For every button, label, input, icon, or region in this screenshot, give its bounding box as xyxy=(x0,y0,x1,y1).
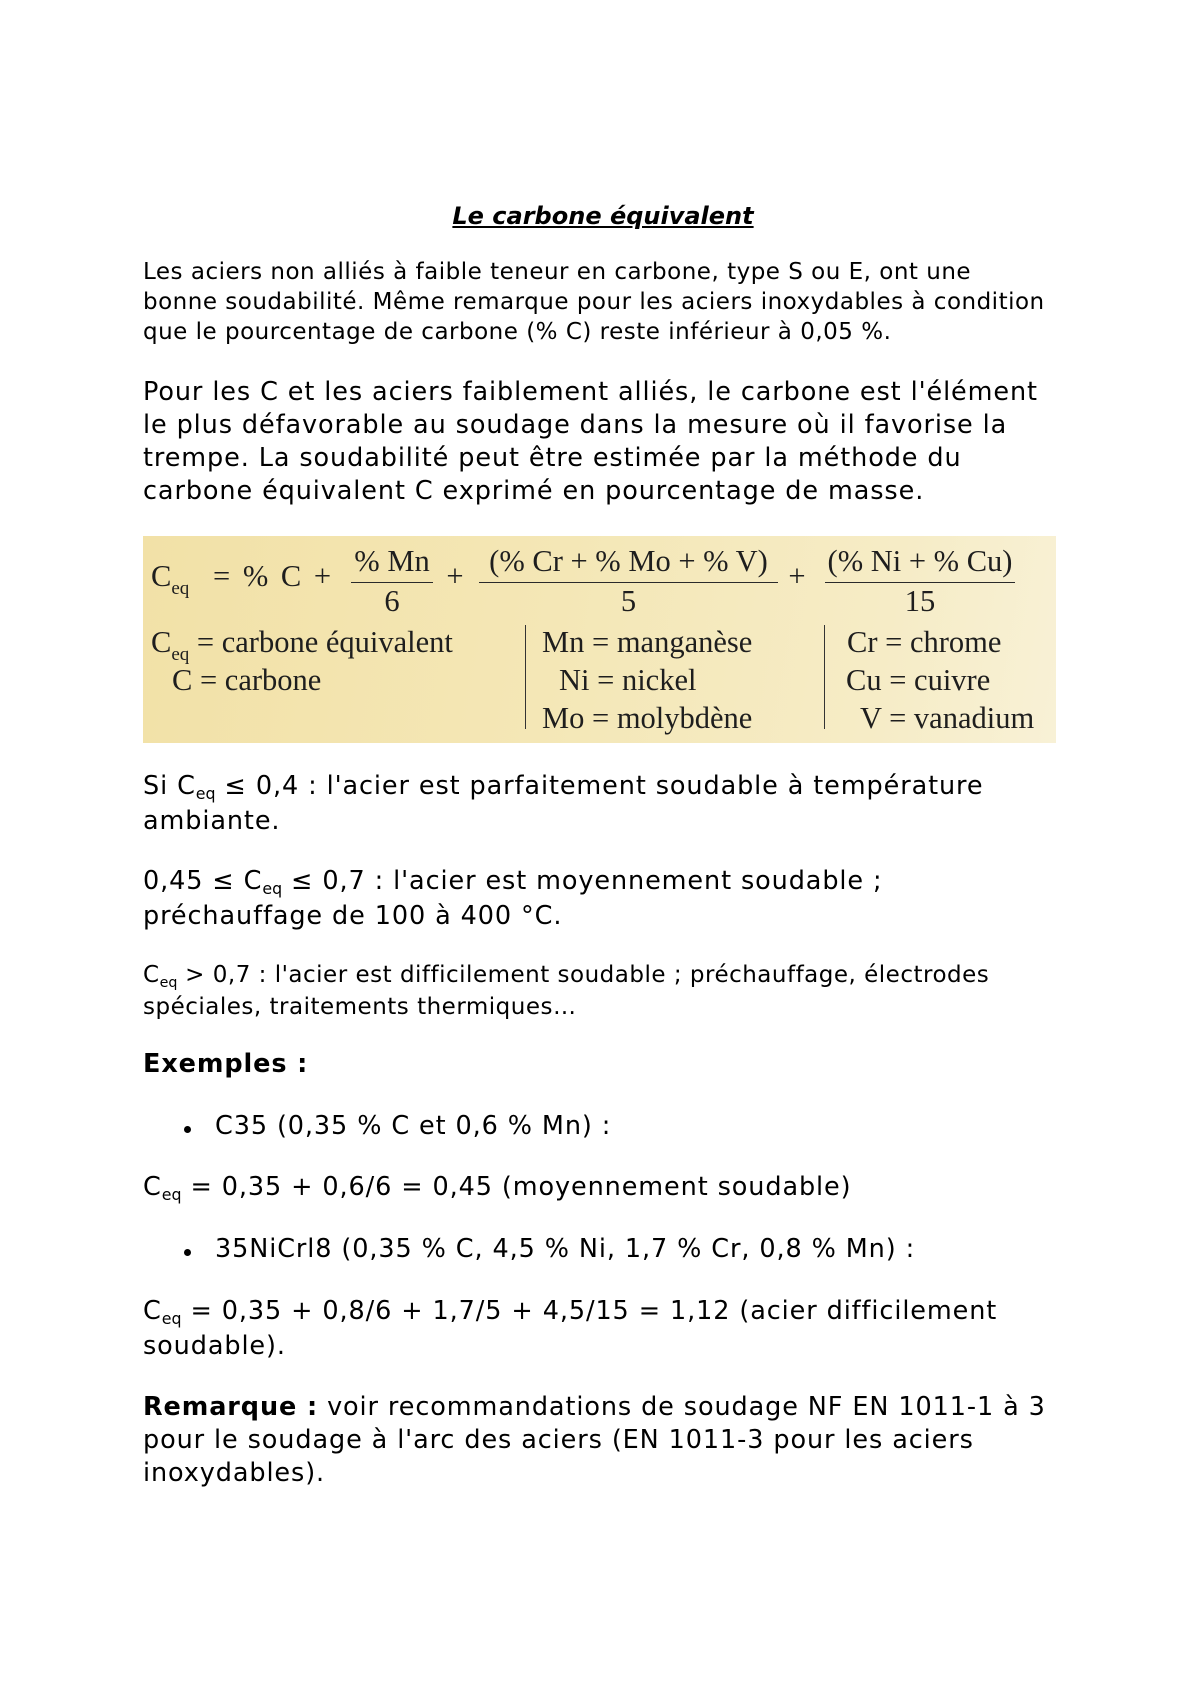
criterion-line xyxy=(143,961,989,993)
legend-manganese: Mn = manganèse xyxy=(542,625,753,659)
fraction-numerator: (% Cr + % Mo + % V) xyxy=(489,544,768,578)
example-item: 35NiCrl8 (0,35 % C, 4,5 % Ni, 1,7 % Cr, 0,8 % Mn) : xyxy=(215,1234,916,1264)
fraction-ni-cu xyxy=(825,543,1015,619)
criterion-text: ≤ 0,7 : l'acier est moyennement soudable ; xyxy=(282,866,883,896)
legend-molybdenum: Mo = molybdène xyxy=(542,701,753,735)
intro-line: que le pourcentage de carbone (% C) reste inférieur à 0,05 %. xyxy=(143,319,892,345)
plus-sign: + xyxy=(788,559,806,593)
formula-lhs-subscript: eq xyxy=(171,578,190,599)
fraction-denominator: 15 xyxy=(904,584,936,618)
criterion-line: préchauffage de 100 à 400 °C. xyxy=(143,901,563,931)
criterion-line xyxy=(143,770,983,805)
intro-line: bonne soudabilité. Même remarque pour les aciers inoxydables à condition xyxy=(143,289,1045,315)
remark-text: voir recommandations de soudage NF EN 1011-1 à 3 xyxy=(318,1392,1046,1422)
calculation-text: C xyxy=(143,1296,162,1326)
remark-paragraph xyxy=(143,1391,1046,1490)
formula-lhs-symbol: C xyxy=(151,559,172,593)
remark-line: pour le soudage à l'arc des aciers (EN 1011-3 pour les aciers xyxy=(143,1425,974,1455)
fraction-denominator: 6 xyxy=(384,584,400,618)
fraction-numerator: % Mn xyxy=(354,544,430,578)
formula-carbon-term: = % C + xyxy=(213,559,332,593)
explanation-line: le plus défavorable au soudage dans la mesure où il favorise la xyxy=(143,410,1008,440)
calculation-line xyxy=(143,1171,851,1206)
calculation-line xyxy=(143,1295,997,1330)
bullet-icon xyxy=(184,1249,191,1256)
criterion-text: ≤ 0,4 : l'acier est parfaitement soudable à température xyxy=(215,771,984,801)
legend-ceq-symbol: C xyxy=(151,625,172,659)
intro-line: Les aciers non alliés à faible teneur en carbone, type S ou E, ont une xyxy=(143,259,972,285)
criterion-text: Si C xyxy=(143,771,196,801)
calculation-subscript: eq xyxy=(161,1185,182,1204)
explanation-line: Pour les C et les aciers faiblement alliés, le carbone est l'élément xyxy=(143,377,1038,407)
example-item: C35 (0,35 % C et 0,6 % Mn) : xyxy=(215,1111,612,1141)
fraction-manganese xyxy=(351,543,433,619)
criterion-weldable xyxy=(143,770,983,838)
legend-divider xyxy=(525,625,526,729)
explanation-line: carbone équivalent C exprimé en pourcentage de masse. xyxy=(143,476,925,506)
criterion-line xyxy=(143,865,883,900)
remark-line: inoxydables). xyxy=(143,1458,326,1488)
page-title: Le carbone équivalent xyxy=(452,202,754,230)
legend-ceq-subscript: eq xyxy=(171,644,190,665)
criterion-hard-to-weld xyxy=(143,961,989,1022)
criterion-line: spéciales, traitements thermiques… xyxy=(143,994,577,1020)
calculation-text: C xyxy=(143,1172,162,1202)
fraction-cr-mo-v xyxy=(479,543,778,619)
criterion-text: > 0,7 : l'acier est difficilement soudable ; préchauffage, électrodes xyxy=(177,962,990,988)
remark-label: Remarque : xyxy=(143,1392,319,1422)
intro-paragraph xyxy=(143,257,1045,347)
calculation-text: = 0,35 + 0,6/6 = 0,45 (moyennement soudable) xyxy=(181,1172,852,1202)
criterion-text: C xyxy=(143,962,160,988)
formula-lhs xyxy=(151,558,189,599)
explanation-line: trempe. La soudabilité peut être estimée par la méthode du xyxy=(143,443,962,473)
examples-heading: Exemples : xyxy=(143,1049,309,1079)
criterion-subscript: eq xyxy=(262,879,283,898)
calculation-subscript: eq xyxy=(161,1309,182,1328)
criterion-moderately-weldable xyxy=(143,865,883,933)
remark-line xyxy=(143,1391,1046,1424)
legend-carbon: C = carbone xyxy=(172,663,322,697)
criterion-line: ambiante. xyxy=(143,806,281,836)
legend-chromium: Cr = chrome xyxy=(847,625,1002,659)
example-calculation xyxy=(143,1171,851,1206)
criterion-subscript: eq xyxy=(159,975,178,991)
legend-divider xyxy=(824,625,825,729)
criterion-subscript: eq xyxy=(195,784,216,803)
example-calculation xyxy=(143,1295,997,1363)
fraction-numerator: (% Ni + % Cu) xyxy=(827,544,1013,578)
legend-copper: Cu = cuivre xyxy=(846,663,991,697)
criterion-text: 0,45 ≤ C xyxy=(143,866,263,896)
explanation-paragraph xyxy=(143,376,1038,508)
legend-vanadium: V = vanadium xyxy=(860,701,1035,735)
carbon-equivalent-formula xyxy=(143,536,1056,743)
legend-ceq-text: = carbone équivalent xyxy=(189,625,453,659)
bullet-icon xyxy=(184,1126,191,1133)
plus-sign: + xyxy=(446,559,464,593)
calculation-line: soudable). xyxy=(143,1331,286,1361)
calculation-text: = 0,35 + 0,8/6 + 1,7/5 + 4,5/15 = 1,12 (acier difficilement xyxy=(181,1296,998,1326)
legend-nickel: Ni = nickel xyxy=(559,663,697,697)
fraction-denominator: 5 xyxy=(620,584,637,618)
legend-ceq xyxy=(151,624,453,665)
